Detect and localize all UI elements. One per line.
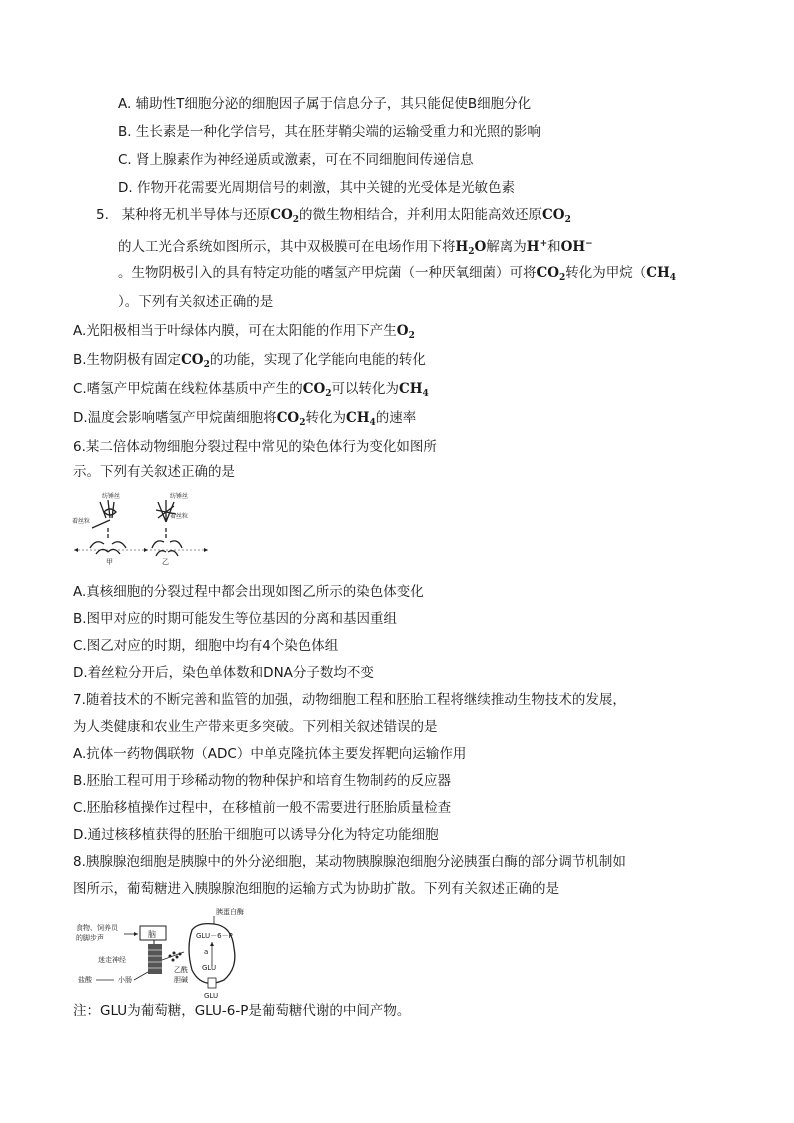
label-centromere-2: 着丝粒	[170, 513, 189, 520]
q5-option-b: B.生物阴极有固定$CO_2$的功能，实现了化学能向电能的转化	[73, 352, 426, 370]
label-vagus: 迷走神经	[98, 956, 126, 964]
q6-option-d: D.着丝粒分开后，染色单体数和DNA分子数均不变	[73, 665, 374, 681]
q7-option-b: B.胚胎工程可用于珍稀动物的物种保护和培育生物制药的反应器	[73, 773, 452, 789]
label-food: 食物、饲养员	[76, 924, 118, 932]
q7-option-d: D.通过核移植获得的胚胎干细胞可以诱导分化为特定功能细胞	[73, 827, 439, 843]
q6-option-b: B.图甲对应的时期可能发生等位基因的分离和基因重组	[73, 611, 398, 627]
label-acid: 盐酸	[78, 976, 92, 984]
q4-option-a: A. 辅助性T细胞分泌的细胞因子属于信息分子，其只能促使B细胞分化	[118, 96, 532, 112]
pancreas-block	[148, 944, 162, 974]
pancreas-regulation-figure	[74, 908, 274, 1000]
q8-note: 注：GLU为葡萄糖，GLU-6-P是葡萄糖代谢的中间产物。	[73, 1003, 411, 1019]
label-glu-inside: GLU	[202, 964, 217, 972]
q8-stem-line2: 图所示，葡萄糖进入胰腺腺泡细胞的运输方式为协助扩散。下列有关叙述正确的是	[73, 881, 559, 897]
label-footsteps: 的脚步声	[76, 934, 104, 942]
q7-option-a: A.抗体一药物偶联物（ADC）中单克隆抗体主要发挥靶向运输作用	[73, 746, 467, 762]
vesicles	[169, 952, 182, 962]
question-number: 5.	[96, 207, 109, 223]
chromosome-pair-yi	[152, 500, 182, 556]
label-trypsin: 胰蛋白酶	[216, 908, 244, 916]
label-ach-1: 乙酰	[174, 966, 188, 974]
q4-option-b: B. 生长素是一种化学信号，其在胚芽鞘尖端的运输受重力和光照的影响	[118, 124, 541, 140]
q5-stem-line4: ）。下列有关叙述正确的是	[118, 294, 274, 310]
q6-stem-line1: 6.某二倍体动物细胞分裂过程中常见的染色体行为变化如图所	[73, 439, 437, 455]
label-brain: 脑	[148, 930, 156, 939]
chromosome-figure	[70, 488, 210, 568]
label-spindle-2: 纺锤丝	[170, 493, 189, 500]
q5-option-a: A.光阳极相当于叶绿体内膜，可在太阳能的作用下产生$O_2$	[73, 323, 415, 341]
q5-option-c: C.嗜氢产甲烷菌在线粒体基质中产生的$CO_2$可以转化为$CH_4$	[73, 381, 429, 399]
label-spindle-1: 纺锤丝	[102, 493, 121, 500]
q7-stem-line1: 7.随着技术的不断完善和监管的加强，动物细胞工程和胚胎工程将继续推动生物技术的发展，	[73, 692, 626, 708]
q6-option-a: A.真核细胞的分裂过程中都会出现如图乙所示的染色体变化	[73, 584, 424, 600]
glu-transporter	[208, 978, 216, 988]
label-a: a	[204, 948, 209, 956]
q5-stem-line1: 5. 某种将无机半导体与还原$CO_2$的微生物相结合，并利用太阳能高效还原$CO_2$	[96, 207, 571, 225]
q7-stem-line2: 为人类健康和农业生产带来更多突破。下列相关叙述错误的是	[73, 719, 438, 735]
q5-stem-line3: 。生物阴极引入的具有特定功能的嗜氢产甲烷菌（一种厌氧细菌）可将$CO_2$转化为甲烷（$CH_4$	[118, 265, 677, 283]
chromosome-pair-jia	[90, 500, 126, 554]
q5-option-d: D.温度会影响嗜氢产甲烷菌细胞将$CO_2$转化为$CH_4$的速率	[73, 410, 417, 428]
q4-option-c: C. 肾上腺素作为神经递质或激素，可在不同细胞间传递信息	[118, 152, 474, 168]
label-glu6p: GLU－6－P	[196, 932, 233, 940]
label-intestine: 小肠	[118, 976, 132, 984]
label-glu-outside: GLU	[204, 992, 219, 1000]
label-yi: 乙	[162, 558, 169, 566]
q6-option-c: C.图乙对应的时期，细胞中均有4个染色体组	[73, 638, 339, 654]
q5-stem-line2: 的人工光合系统如图所示，其中双极膜可在电场作用下将$H_2O$解离为H+和OH−	[118, 239, 593, 257]
q4-option-d: D. 作物开花需要光周期信号的刺激，其中关键的光受体是光敏色素	[118, 180, 515, 196]
q8-stem-line1: 8.胰腺腺泡细胞是胰腺中的外分泌细胞，某动物胰腺腺泡细胞分泌胰蛋白酶的部分调节机制如	[73, 854, 626, 870]
q6-stem-line2: 示。下列有关叙述正确的是	[73, 464, 235, 480]
label-ach-2: 胆碱	[174, 976, 188, 984]
label-centromere-1: 着丝粒	[72, 518, 91, 525]
label-jia: 甲	[106, 558, 113, 566]
q7-option-c: C.胚胎移植操作过程中，在移植前一般不需要进行胚胎质量检查	[73, 800, 452, 816]
